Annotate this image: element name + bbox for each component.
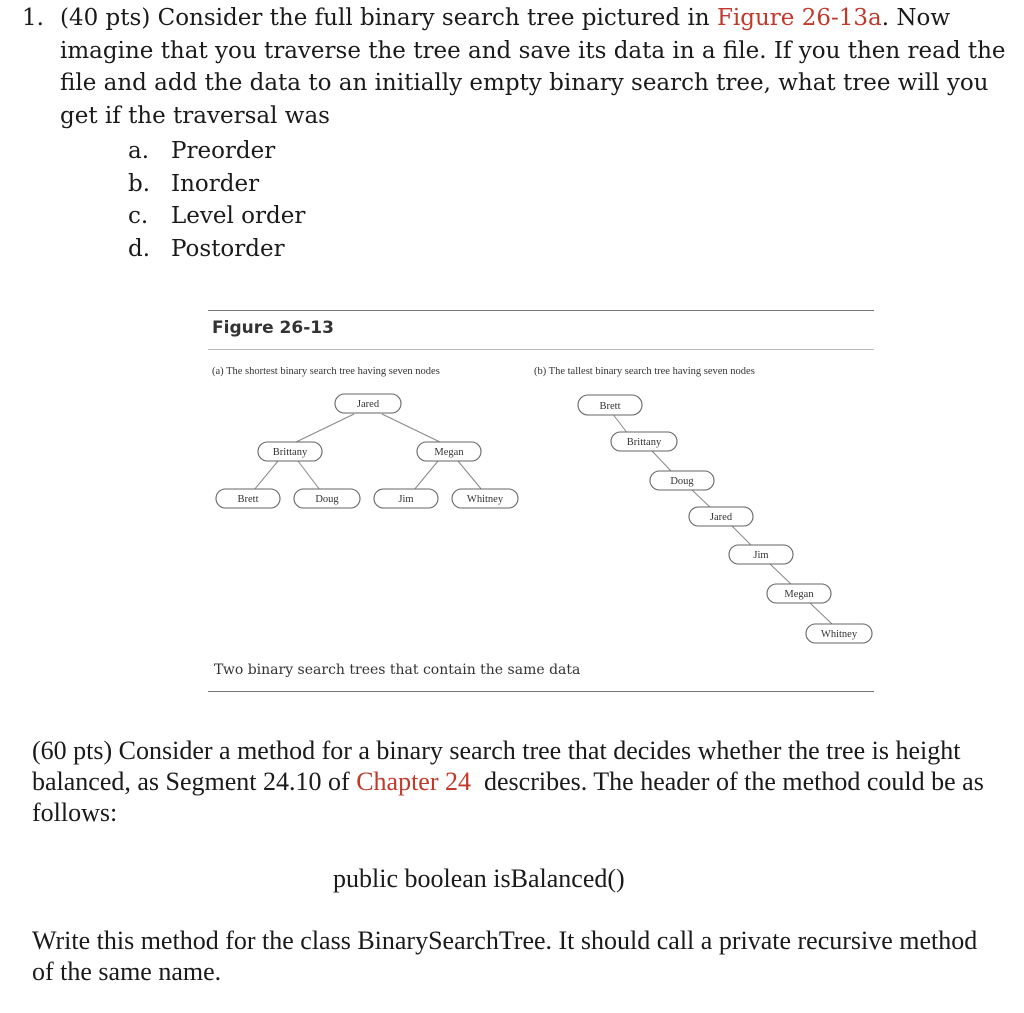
figure-caption: Two binary search trees that contain the same data: [214, 662, 581, 678]
tree-b-edge: [692, 490, 712, 509]
tree-a-node: [294, 489, 360, 508]
option-a: [128, 135, 305, 168]
tree-a-edge: [298, 461, 320, 490]
option-label: Inorder: [171, 170, 260, 197]
tree-a-node: [417, 442, 481, 461]
tree-a-edge: [294, 414, 354, 443]
question-2-text: [32, 735, 1022, 828]
option-c: [128, 200, 305, 233]
question-1-number: 1.: [22, 5, 44, 31]
node-label: Brittany: [626, 437, 662, 448]
question-2-number: [0, 735, 1, 766]
node-label: Megan: [784, 589, 814, 600]
node-label: Brett: [237, 494, 259, 505]
tree-a-node: [258, 442, 322, 461]
node-label: Whitney: [466, 494, 504, 505]
tree-a-edge: [254, 461, 278, 490]
node-label: Jim: [753, 550, 769, 561]
question-2-text-start: (60 pts) Consider a method for a binary search tree that decides whether the tree is height balanced, as Segment 24.10 of: [32, 736, 961, 796]
option-letter: c.: [128, 203, 149, 229]
tree-a-edge: [458, 461, 482, 490]
tree-a-node: [452, 489, 518, 508]
option-b: [128, 168, 305, 201]
figure-subtitle-b: (b) The tallest binary search tree having seven nodes: [534, 366, 755, 377]
question-1-text-end: . Now imagine that you traverse the tree and save its data in a file. If you then read the file and add the data to an initially empty binary search tree, what tree will you get if the traversal was: [60, 5, 1006, 129]
tree-b-node: [689, 507, 753, 526]
figure-bottom-rule: [208, 691, 874, 692]
tree-b-node: [806, 624, 872, 643]
figure-subtitle-a: (a) The shortest binary search tree having seven nodes: [212, 366, 440, 377]
option-letter: a.: [128, 138, 150, 164]
tree-b-node: [650, 471, 714, 490]
question-2-instructions: Write this method for the class BinarySearchTree. It should call a private recursive method of the same name.: [32, 926, 978, 986]
node-label: Jared: [709, 512, 733, 523]
tree-b-node: [767, 584, 831, 603]
option-label: Postorder: [171, 235, 285, 262]
node-label: Whitney: [820, 629, 858, 640]
tree-b-edge: [810, 603, 832, 624]
tree-b-node: [578, 395, 642, 415]
question-1-options: [128, 135, 305, 265]
tree-b-edge: [652, 451, 672, 472]
question-1-text: [60, 2, 1010, 132]
figure-link[interactable]: Figure 26-13a: [716, 5, 882, 31]
chapter-link[interactable]: Chapter 24: [356, 767, 471, 796]
tree-b-node: [729, 545, 793, 564]
node-label: Jim: [398, 494, 414, 505]
question-2-text-end: describes. The header of the method could be as follows:: [32, 767, 991, 827]
option-letter: d.: [128, 235, 151, 262]
node-label: Jared: [356, 399, 380, 410]
tree-a-edge: [414, 461, 438, 490]
option-letter: b.: [128, 170, 151, 197]
node-label: Brittany: [272, 447, 308, 458]
option-label: Preorder: [171, 138, 276, 164]
node-label: Brett: [599, 401, 621, 412]
tree-b-edge: [612, 413, 628, 434]
tree-a-node: [335, 394, 401, 413]
tree-a-node: [216, 489, 280, 508]
tree-b-node: [611, 432, 677, 451]
tree-a-node: [374, 489, 438, 508]
node-label: Doug: [315, 494, 339, 505]
figure-title: Figure 26-13: [212, 318, 334, 338]
node-label: Megan: [434, 447, 464, 458]
option-d: [128, 233, 305, 266]
tree-b-edge: [770, 564, 792, 585]
option-label: Level order: [171, 203, 306, 229]
method-header: public boolean isBalanced(): [333, 864, 625, 893]
node-label: Doug: [670, 476, 694, 487]
tree-b-edge: [732, 526, 752, 546]
tree-diagrams: [208, 310, 874, 692]
figure-26-13: [208, 310, 874, 692]
tree-a-edge: [382, 414, 442, 443]
question-1-text-start: (40 pts) Consider the full binary search tree pictured in: [60, 5, 717, 31]
